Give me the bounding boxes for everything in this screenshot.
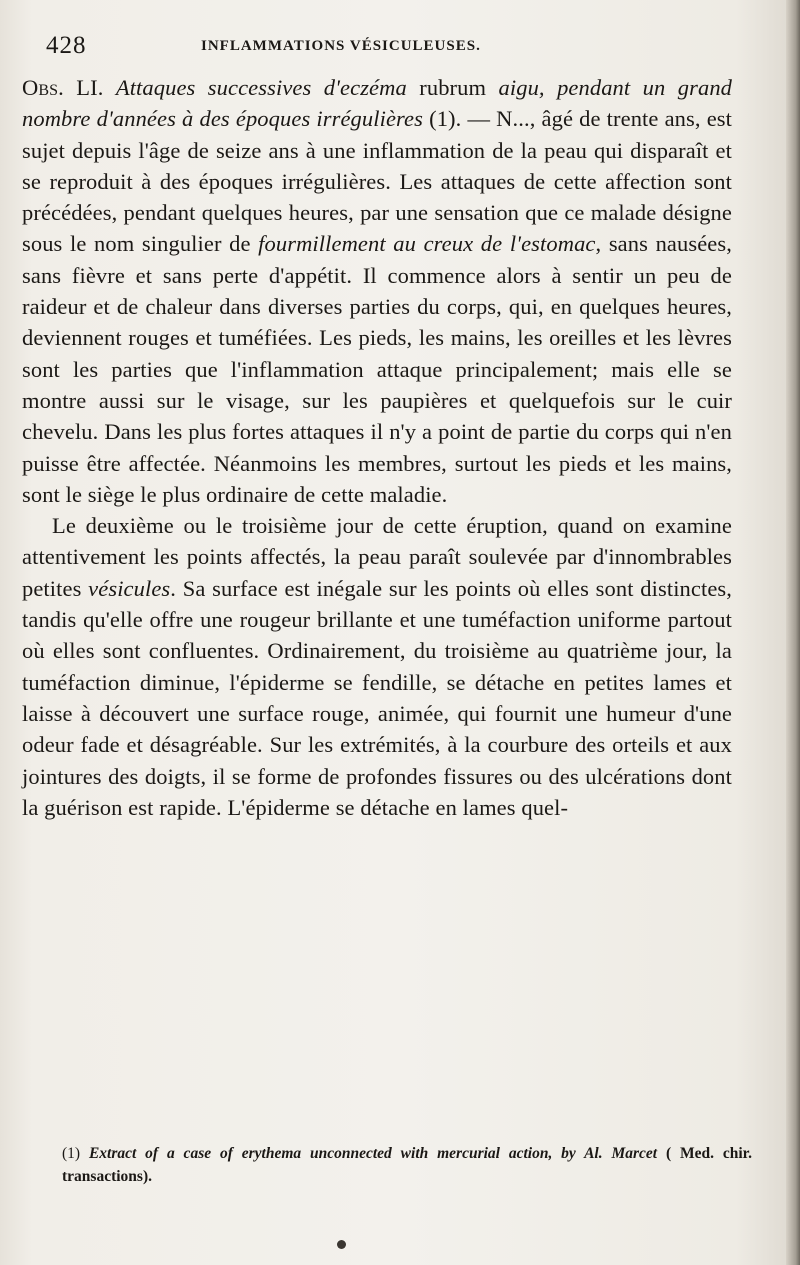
paragraph-eruption bbox=[22, 510, 732, 823]
footnote-reference: (1) bbox=[429, 106, 456, 132]
book-spine-shadow bbox=[786, 0, 800, 1265]
footnote-source: ( Med. chir. transactions). bbox=[62, 1145, 753, 1185]
page-header bbox=[46, 32, 746, 72]
footnote bbox=[62, 1142, 752, 1188]
paragraph1-italic-phrase: fourmillement au creux de l'estomac bbox=[258, 231, 596, 257]
paragraph2-text-2: . Sa surface est inégale sur les points où elles sont distinctes, tandis qu'elle offre une rougeur brillante et une tuméfaction uniforme partout où elles sont confluentes. Ordinairement, du troisième au quatrième jour, la tuméfaction diminue, l'épiderme se fendille, se détache en petites lames et laisse à découvert une surface rouge, animée, qui fournit une humeur d'une odeur fade et désagréable. Sur les extrémités, à la courbure des orteils et aux jointures des doigts, il se forme de profondes fissures ou des ulcérations dont la guérison est rapide. L'épiderme se détache en lames quel- bbox=[22, 575, 733, 820]
paragraph2-italic-word: vésicules bbox=[88, 575, 171, 601]
observation-label: Obs. LI. bbox=[22, 75, 104, 100]
page-number: 428 bbox=[46, 32, 87, 59]
footnote-ref: (1) bbox=[62, 1145, 81, 1162]
observation-title-roman: rubrum bbox=[419, 75, 487, 100]
body-text bbox=[22, 72, 732, 823]
observation-title-italic-2: aigu, pendant un grand nombre d'années à des époques irrégulières bbox=[22, 75, 733, 132]
footnote-italic-text: Extract of a case of erythema unconnected with mercurial action, by Al. Marcet bbox=[88, 1145, 658, 1162]
running-head: INFLAMMATIONS VÉSICULEUSES. bbox=[201, 38, 481, 54]
paragraph1-text-1: . — N..., âgé de trente ans, est sujet depuis l'âge de seize ans à une inflammation de la peau qui disparaît et se reproduit à des époques irrégulières. Les attaques de cette affection sont précédées, pendant quelques heures, par une sensation que ce malade désigne sous le nom singulier de bbox=[22, 106, 732, 257]
paragraph1-text-2: , sans nausées, sans fièvre et sans perte d'appétit. Il commence alors à sentir un peu de raideur et de chaleur dans diverses parties du corps, qui, en quelques heures, deviennent rouges et tuméfiées. Les pieds, les mains, les oreilles et les lèvres sont les parties que l'inflammation attaque principalement; mais elle se montre aussi sur le visage, sur les paupières et quelquefois sur le cuir chevelu. Dans les plus fortes attaques il n'y a point de partie du corps qui n'en puisse être affectée. Néanmoins les membres, surtout les pieds et les mains, sont le siège le plus ordinaire de cette maladie. bbox=[22, 231, 732, 507]
ink-dot bbox=[337, 1240, 346, 1249]
observation-title-italic-1: Attaques successives d'eczéma bbox=[115, 75, 407, 100]
paragraph-observation bbox=[22, 72, 732, 510]
paragraph2-text-1: Le deuxième ou le troisième jour de cette éruption, quand on examine attentivement les points affectés, la peau paraît soulevée par d'innombrables petites bbox=[22, 513, 732, 601]
